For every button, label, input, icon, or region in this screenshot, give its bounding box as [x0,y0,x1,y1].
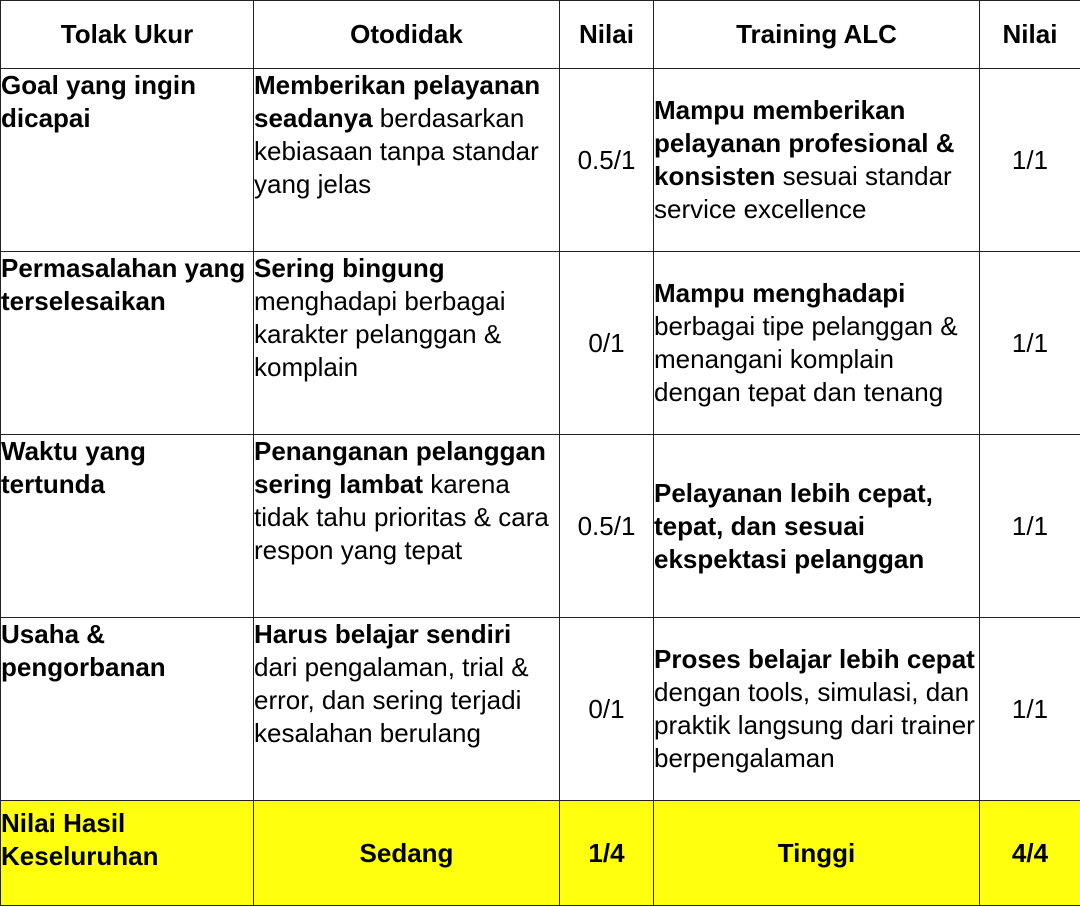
otodidak-score: 0/1 [560,618,654,801]
otodidak-bold: Sering bingung [254,253,445,283]
training-rest: sesuai standar service excellence [654,161,952,224]
training-cell [654,618,980,801]
otodidak-bold: Harus belajar sendiri [254,619,512,649]
otodidak-cell [254,69,560,252]
summary-training: Tinggi [654,801,980,906]
training-bold: Mampu memberikan pelayanan profesional & konsisten [654,95,955,191]
otodidak-score: 0.5/1 [560,435,654,618]
training-bold: Proses belajar lebih cepat [654,644,975,674]
otodidak-bold: Memberikan pelayanan seadanya [254,70,541,133]
training-score: 1/1 [980,69,1080,252]
metric-cell: Goal yang ingin dicapai [1,69,254,252]
header-score-training: Nilai [980,1,1080,69]
otodidak-cell [254,618,560,801]
otodidak-cell [254,252,560,435]
otodidak-score: 0.5/1 [560,69,654,252]
metric-cell: Waktu yang tertunda [1,435,254,618]
otodidak-rest: dari pengalaman, trial & error, dan sering terjadi kesalahan berulang [254,652,529,748]
otodidak-cell [254,435,560,618]
otodidak-rest: berdasarkan kebiasaan tanpa standar yang jelas [254,103,539,199]
training-cell [654,69,980,252]
training-rest: berbagai tipe pelanggan & menangani komplain dengan tepat dan tenang [654,311,958,407]
training-score: 1/1 [980,252,1080,435]
summary-score-training: 4/4 [980,801,1080,906]
training-rest: dengan tools, simulasi, dan praktik langsung dari trainer berpengalaman [654,677,975,773]
otodidak-bold: Penanganan pelanggan sering lambat [254,436,546,499]
otodidak-rest: menghadapi berbagai karakter pelanggan & komplain [254,286,506,382]
header-otodidak: Otodidak [254,1,560,69]
summary-otodidak: Sedang [254,801,560,906]
table-row [1,618,1080,801]
training-bold: Mampu menghadapi [654,278,906,308]
summary-row [1,801,1080,906]
table-row [1,69,1080,252]
table-row [1,435,1080,618]
training-bold: Pelayanan lebih cepat, tepat, dan sesuai ekspektasi pelanggan [654,477,933,574]
header-metric: Tolak Ukur [1,1,254,69]
header-score-otodidak: Nilai [560,1,654,69]
header-row [1,1,1080,69]
metric-cell: Usaha & pengorbanan [1,618,254,801]
otodidak-rest: karena tidak tahu prioritas & cara respon yang tepat [254,469,549,565]
training-score: 1/1 [980,435,1080,618]
training-cell [654,435,980,618]
summary-metric: Nilai Hasil Keseluruhan [1,801,254,906]
otodidak-score: 0/1 [560,252,654,435]
training-score: 1/1 [980,618,1080,801]
table-row [1,252,1080,435]
summary-score-otodidak: 1/4 [560,801,654,906]
header-training: Training ALC [654,1,980,69]
metric-cell: Permasalahan yang terselesaikan [1,252,254,435]
training-cell [654,252,980,435]
